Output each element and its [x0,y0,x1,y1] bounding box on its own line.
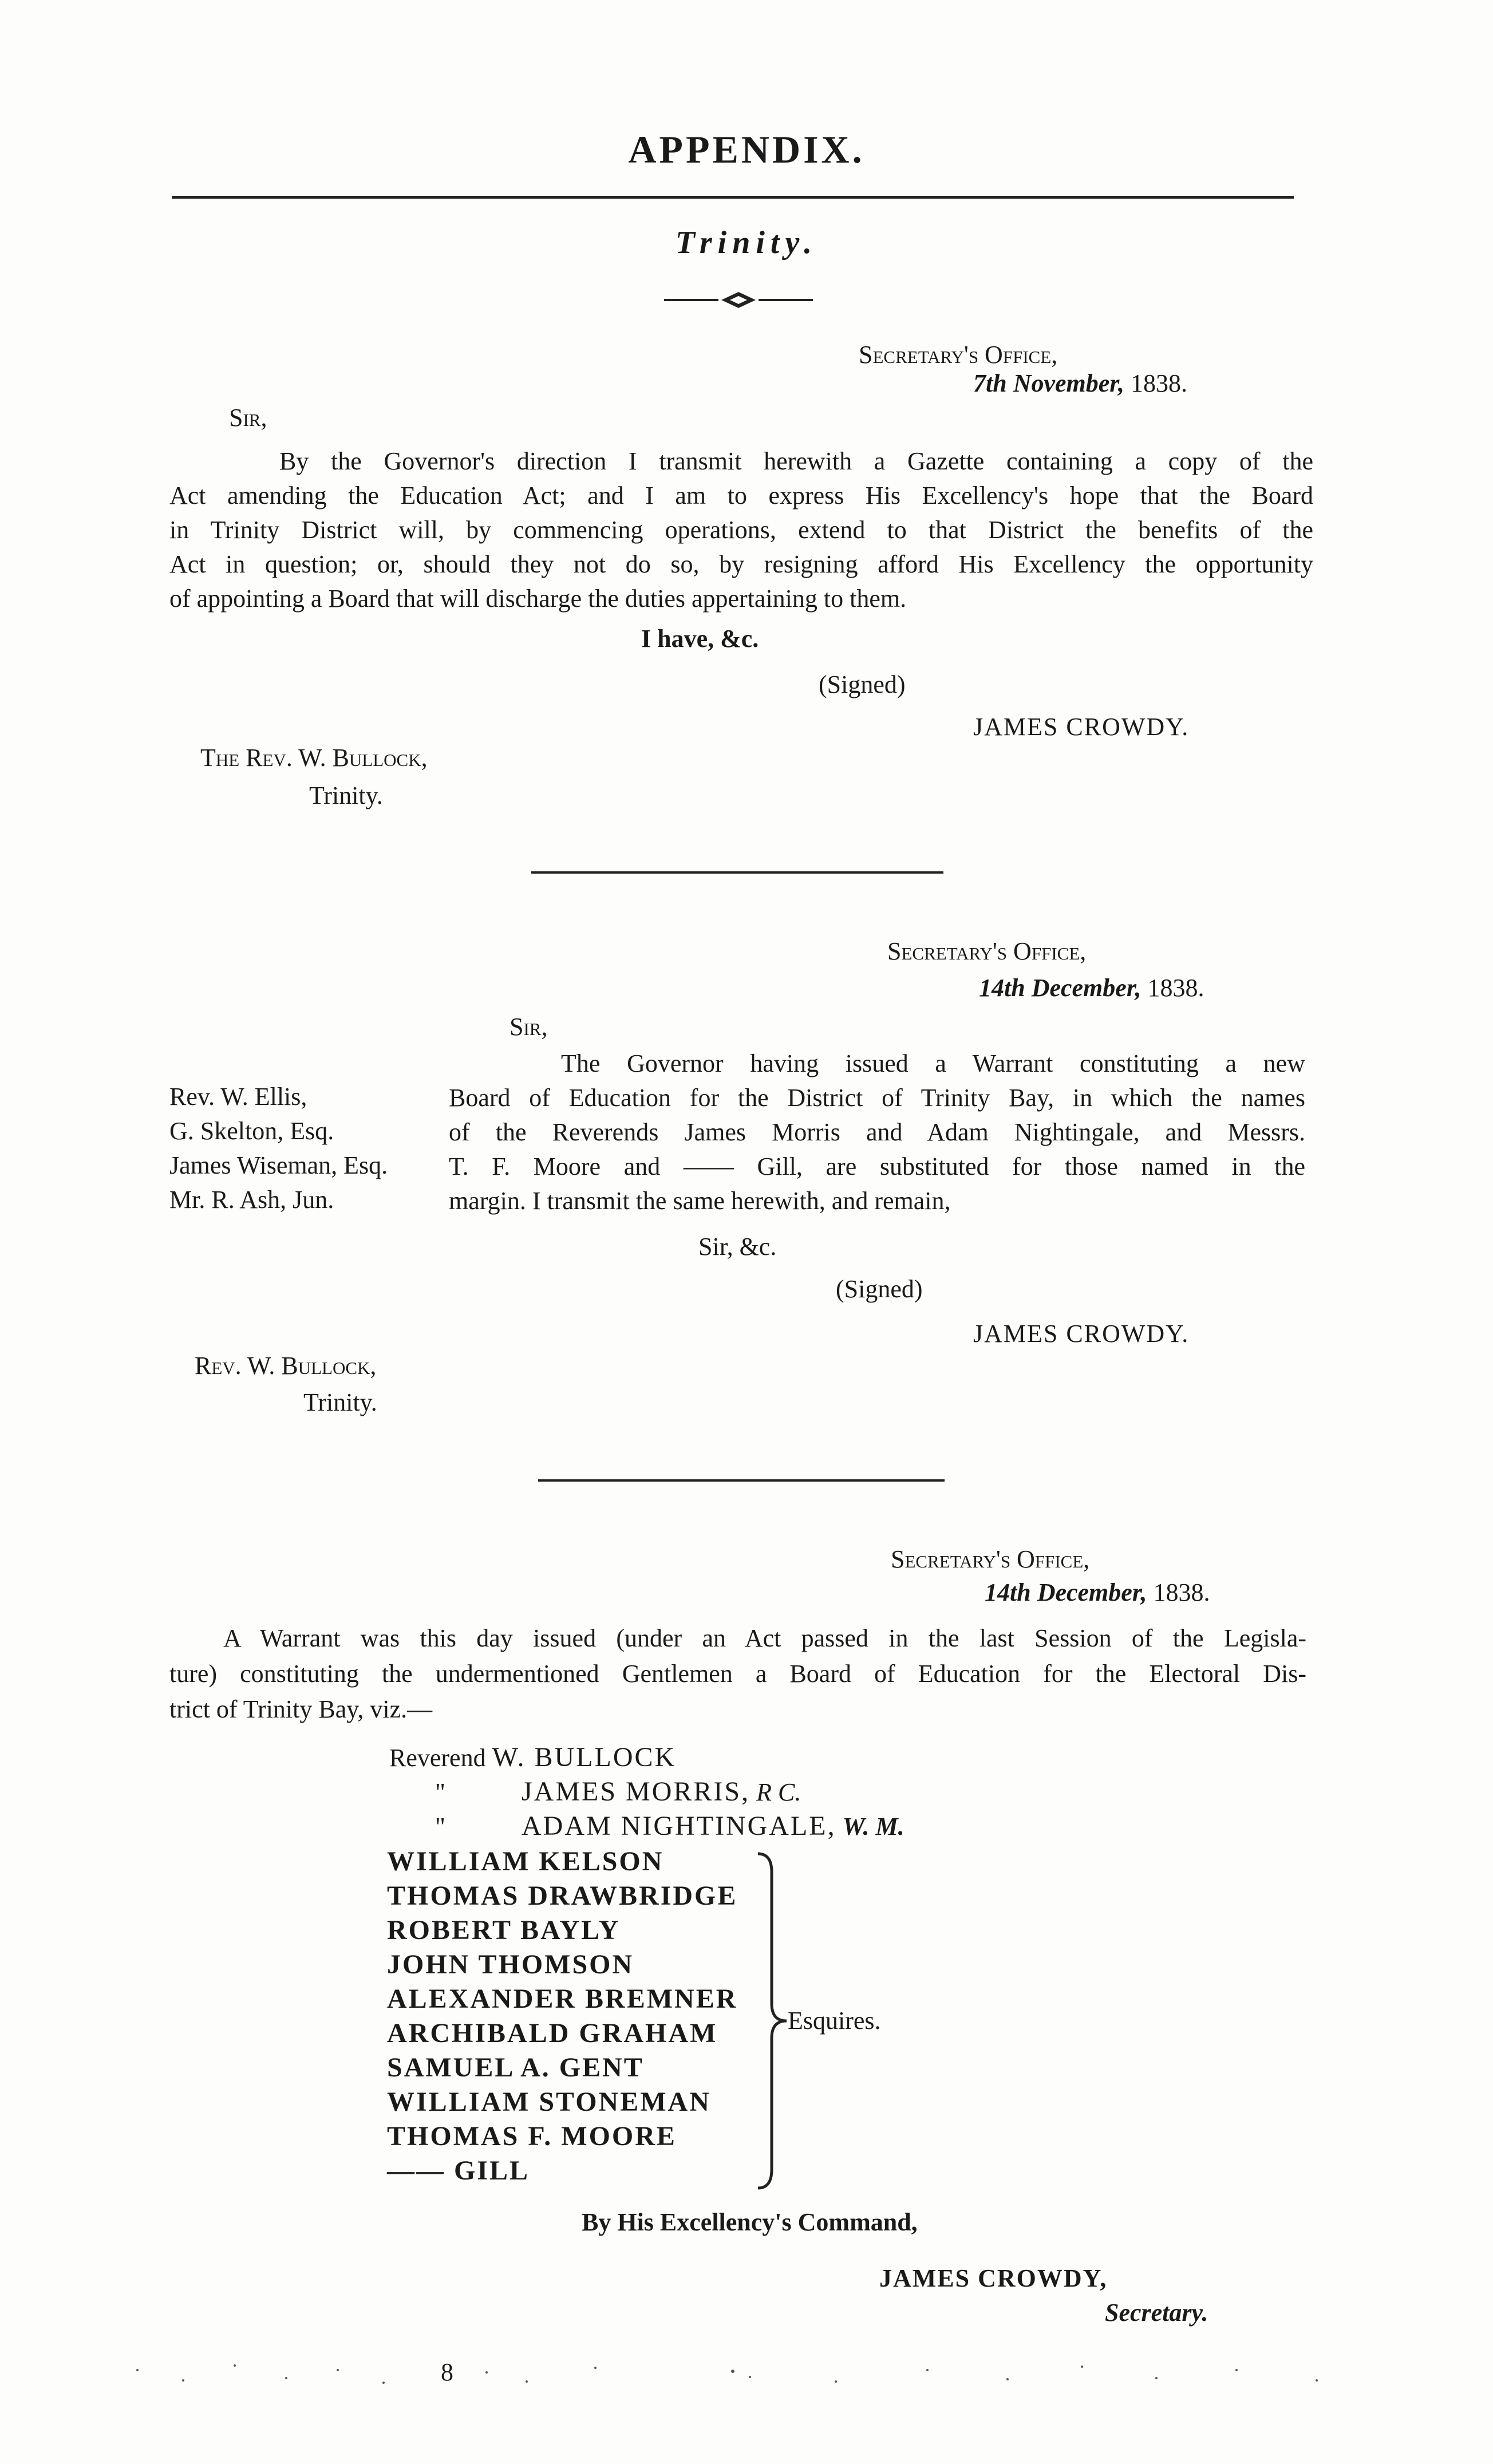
clergy-name-2: JAMES MORRIS, [522,1776,751,1807]
esquire-10: —— GILL [387,2155,530,2186]
notice-office: Secretary's Office, [891,1545,1090,1573]
margin-name-3: James Wiseman, Esq. [169,1151,388,1179]
letter1-line-2: Act amending the Education Act; and I am to express His Excellency's hope that the Board [169,481,1313,510]
clergy-suffix-2: R C. [756,1778,801,1806]
notice-signature: JAMES CROWDY, [879,2264,1108,2292]
clergy-row-1 [389,1740,676,1775]
letter1-line-1: By the Governor's direction I transmit herewith a Gazette containing a copy of the [279,447,1313,475]
letter2-date-day: 14th December, [979,974,1142,1002]
letter1-signature: JAMES CROWDY. [973,713,1190,741]
letter2-line-2: Board of Education for the District of Trinity Bay, in which the names [449,1084,1305,1112]
print-speckles [114,2353,1374,2393]
letter2-signature: JAMES CROWDY. [973,1320,1190,1348]
letter2-addressee-place: Trinity. [303,1388,377,1416]
letter1-closing: I have, &c. [641,625,759,653]
letter2-date-year: 1838. [1147,974,1204,1002]
margin-name-2: G. Skelton, Esq. [169,1117,334,1145]
clergy-row-2 [435,1775,801,1810]
letter1-line-5: of appointing a Board that will discharge the duties appertaining to them. [169,585,907,613]
letter1-line-3: in Trinity District will, by commencing operations, extend to that District the benefits of the [169,516,1313,544]
section-divider-2 [538,1479,945,1482]
margin-name-4: Mr. R. Ash, Jun. [169,1186,334,1214]
page-heading: APPENDIX. [628,128,865,171]
esquire-8: WILLIAM STONEMAN [387,2087,711,2117]
letter2-office: Secretary's Office, [887,937,1087,965]
letter2-date [979,971,1204,1005]
notice-date-year: 1838. [1153,1578,1210,1606]
page-number: 8 [441,2358,453,2386]
letter1-signed: (Signed) [819,670,906,698]
letter2-salutation: Sir, [509,1013,548,1041]
letter2-signed: (Signed) [836,1275,923,1303]
esquire-1: WILLIAM KELSON [387,1846,664,1877]
letter1-addressee-name: The Rev. W. Bullock, [200,744,428,772]
clergy-name-1: W. BULLOCK [492,1742,677,1772]
clergy-suffix-3: W. M. [842,1813,905,1841]
clergy-prefix-2: " [435,1778,445,1806]
letter1-line-4: Act in question; or, should they not do so, by resigning afford His Excellency the opportunity [169,550,1313,578]
notice-signature-title: Secretary. [1105,2299,1208,2327]
esquire-3: ROBERT BAYLY [387,1915,621,1945]
letter2-line-5: margin. I transmit the same herewith, and remain, [449,1187,951,1215]
letter2-line-1: The Governor having issued a Warrant constituting a new [561,1049,1305,1077]
clergy-prefix-1: Reverend [389,1744,486,1772]
clergy-name-3: ADAM NIGHTINGALE, [522,1811,836,1841]
esquires-brace [755,1849,789,2193]
letter2-line-4: T. F. Moore and —— Gill, are substituted for those named in the [449,1152,1305,1180]
letter1-office: Secretary's Office, [859,341,1058,369]
heading-rule [172,196,1294,199]
esquire-5: ALEXANDER BREMNER [387,1984,738,2014]
esquire-4: JOHN THOMSON [387,1949,634,1980]
esquire-6: ARCHIBALD GRAHAM [387,2018,718,2048]
esquire-7: SAMUEL A. GENT [387,2052,644,2083]
letter1-addressee-place: Trinity. [309,781,383,810]
ornament-divider [664,289,813,311]
letter2-line-3: of the Reverends James Morris and Adam Nightingale, and Messrs. [449,1118,1305,1146]
notice-date-day: 14th December, [985,1578,1147,1606]
margin-name-1: Rev. W. Ellis, [169,1083,307,1111]
command-line: By His Excellency's Command, [582,2208,918,2236]
letter2-closing: Sir, &c. [698,1233,777,1261]
letter1-date-year: 1838. [1130,369,1187,397]
esquires-label: Esquires. [788,2007,881,2035]
notice-line-3: trict of Trinity Bay, viz.— [169,1695,433,1723]
esquire-9: THOMAS F. MOORE [387,2121,677,2151]
letter2-addressee-name: Rev. W. Bullock, [195,1352,377,1380]
esquire-2: THOMAS DRAWBRIDGE [387,1881,738,1911]
letter1-salutation: Sir, [229,404,267,432]
notice-line-1: A Warrant was this day issued (under an Act passed in the last Session of the Legisla- [223,1624,1306,1652]
section-divider-1 [531,871,943,874]
clergy-row-3 [435,1809,905,1844]
letter1-date-day: 7th November, [973,369,1124,397]
notice-line-2: ture) constituting the undermentioned Gentlemen a Board of Education for the Electoral Dis- [169,1660,1306,1688]
letter1-date [973,366,1187,401]
notice-date [985,1575,1210,1610]
clergy-prefix-3: " [435,1813,445,1841]
district-title: Trinity. [675,225,818,260]
